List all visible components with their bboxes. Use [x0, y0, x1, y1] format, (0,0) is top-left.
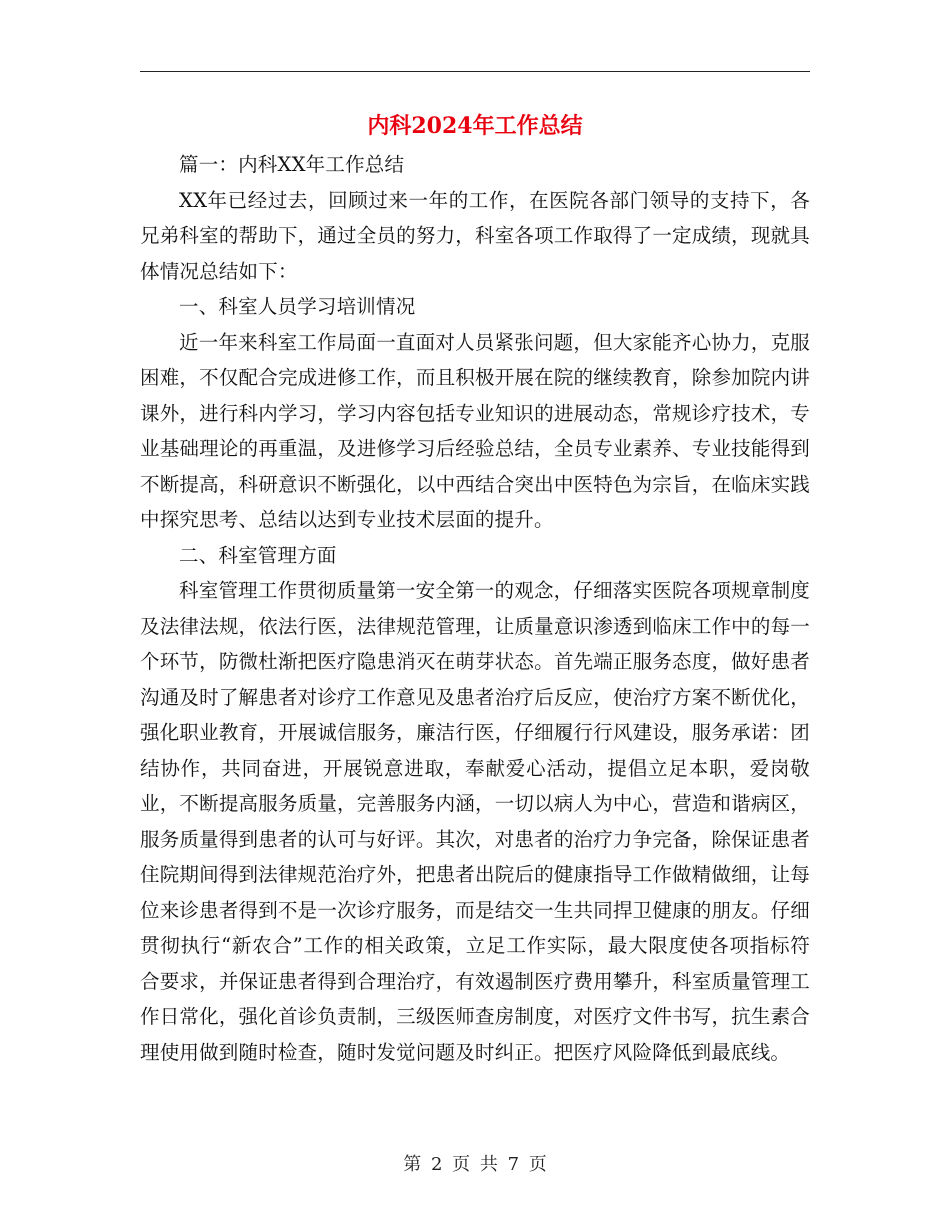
section-heading-part-one: 篇一：内科XX年工作总结	[179, 153, 405, 176]
section-heading-management: 二、科室管理方面	[179, 543, 337, 567]
training-paragraph: 近一年来科室工作局面一直面对人员紧张问题，但大家能齐心协力，克服困难，不仅配合完成进修工作，而且积极开展在院的继续教育，除参加院内讲课外，进行科内学习，学习内容包括专业知识的进展动态，常规诊疗技术，专业基础理论的再重温，及进修学习后经验总结，全员专业素养、专业技能得到不断提高，科研意识不断强化，以中西结合突出中医特色为宗旨，在临床实践中探究思考、总结以达到专业技术层面的提升。	[140, 330, 810, 531]
section-heading-training: 一、科室人员学习培训情况	[179, 295, 416, 318]
intro-paragraph: XX年已经过去，回顾过来一年的工作，在医院各部门领导的支持下，各兄弟科室的帮助下，通过全员的努力，科室各项工作取得了一定成绩，现就具体情况总结如下：	[140, 188, 810, 283]
page-number: 第 2 页 共 7 页	[403, 1154, 547, 1175]
management-paragraph: 科室管理工作贯彻质量第一安全第一的观念，仔细落实医院各项规章制度及法律法规，依法行医，法律规范管理，让质量意识渗透到临床工作中的每一个环节，防微杜渐把医疗隐患消灭在萌芽状态。首先端正服务态度，做好患者沟通及时了解患者对诊疗工作意见及患者治疗后反应，使治疗方案不断优化，强化职业教育，开展诚信服务，廉洁行医，仔细履行行风建设，服务承诺：团结协作，共同奋进，开展锐意进取，奉献爱心活动，提倡立足本职，爱岗敬业，不断提高服务质量，完善服务内涵，一切以病人为中心，营造和谐病区，服务质量得到患者的认可与好评。其次，对患者的治疗力争完备，除保证患者住院期间得到法律规范治疗外，把患者出院后的健康指导工作做精做细，让每位来诊患者得到不是一次诊疗服务，而是结交一生共同捍卫健康的朋友。仔细贯彻执行“新农合”工作的相关政策，立足工作实际，最大限度使各项指标符合要求，并保证患者得到合理治疗，有效遏制医疗费用攀升，科室质量管理工作日常化，强化首诊负责制，三级医师查房制度，对医疗文件书写，抗生素合理使用做到随时检查，随时发觉问题及时纠正。把医疗风险降低到最底线。	[140, 579, 810, 1064]
document-title: 内科2024年工作总结	[367, 113, 583, 139]
header-rule	[140, 71, 810, 72]
document-body	[140, 147, 810, 1070]
